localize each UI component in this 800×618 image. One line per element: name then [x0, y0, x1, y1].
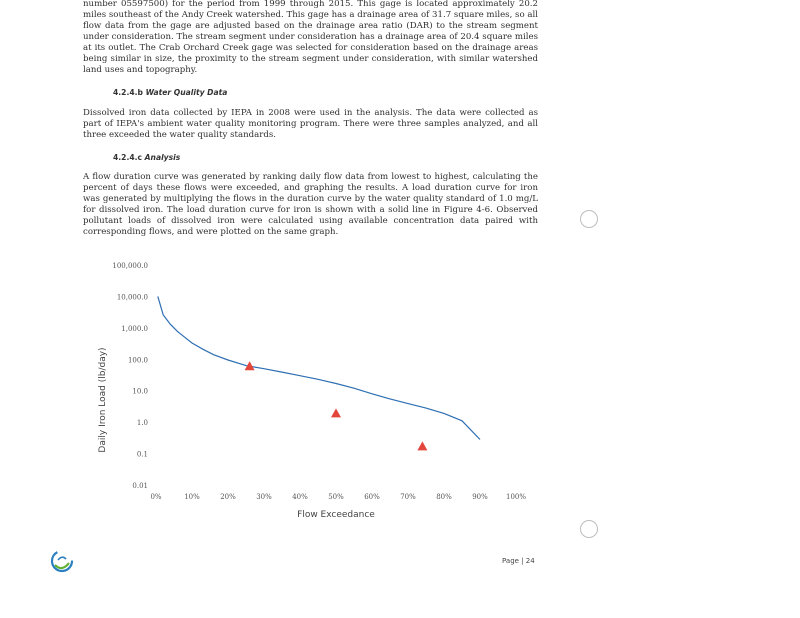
paragraph-water-quality: Dissolved iron data collected by IEPA in 2008 were used in the analysis. The data were collected as part of IEPA's ambient water quality monitoring program. There were three samples analyzed, and all three exceeded the water quality standards. — [83, 108, 538, 140]
x-tick-label: 30% — [256, 493, 272, 501]
y-tick-label: 0.01 — [132, 482, 148, 490]
observed-load-point — [331, 408, 341, 417]
paragraph-analysis: A flow duration curve was generated by ranking daily flow data from lowest to highest, calculating the percent of days these flows were exceeded, and graphing the results. A load duration curve for iron was generated by multiplying the flows in the duration curve by the water quality standard of 1.0 mg/L for dissolved iron. The load duration curve for iron is shown with a solid line in Figure 4-6. Observed pollutant loads of dissolved iron were calculated using available concentration data paired with corresponding flows, and were plotted on the same graph. — [83, 172, 538, 237]
heading-number: 4.2.4.c — [113, 153, 143, 162]
organization-logo — [49, 548, 75, 574]
y-tick-label: 1.0 — [136, 419, 148, 428]
x-tick-label: 10% — [184, 493, 200, 501]
heading-water-quality-data — [113, 88, 227, 97]
x-tick-label: 50% — [328, 493, 344, 501]
load-duration-chart — [88, 255, 538, 525]
x-tick-label: 80% — [436, 493, 452, 501]
x-tick-label: 100% — [505, 493, 527, 501]
heading-title: Water Quality Data — [145, 88, 228, 97]
observed-load-point — [417, 441, 427, 450]
comment-marker-button-2[interactable] — [580, 520, 598, 538]
heading-analysis — [113, 153, 180, 162]
x-tick-label: 40% — [292, 493, 308, 501]
x-axis-label: Flow Exceedance — [297, 510, 375, 520]
load-duration-curve — [158, 296, 480, 439]
heading-title: Analysis — [144, 153, 181, 162]
y-tick-label: 100.0 — [127, 356, 148, 365]
page-number: Page | 24 — [502, 557, 535, 565]
x-tick-label: 60% — [364, 493, 380, 501]
y-tick-label: 0.1 — [136, 450, 148, 459]
x-tick-label: 0% — [150, 493, 162, 501]
y-tick-label: 100,000.0 — [112, 262, 148, 270]
x-axis-ticks — [150, 493, 526, 501]
y-axis-ticks — [112, 262, 148, 490]
y-tick-label: 10,000.0 — [116, 293, 148, 302]
x-tick-label: 20% — [220, 493, 236, 501]
paragraph-gage-description: number 05597500) for the period from 1999 through 2015. This gage is located approximately 20.2 miles southeast of the Andy Creek watershed. This gage has a drainage area of 31.7 square miles, so all flow data from the gage are adjusted based on the drainage area ratio (DAR) to the stream segment under consideration. The stream segment under consideration has a drainage area of 20.4 square miles at its outlet. The Crab Orchard Creek gage was selected for consideration based on the drainage areas being similar in size, the proximity to the stream segment under consideration, with similar watershed land uses and topography. — [83, 0, 538, 75]
x-tick-label: 90% — [472, 493, 488, 501]
observed-load-markers — [245, 361, 428, 450]
heading-number: 4.2.4.b — [113, 88, 143, 97]
y-axis-label: Daily Iron Load (lb/day) — [98, 347, 108, 453]
x-tick-label: 70% — [400, 493, 416, 501]
comment-marker-button[interactable] — [580, 210, 598, 228]
y-tick-label: 10.0 — [132, 387, 148, 396]
y-tick-label: 1,000.0 — [121, 324, 148, 333]
